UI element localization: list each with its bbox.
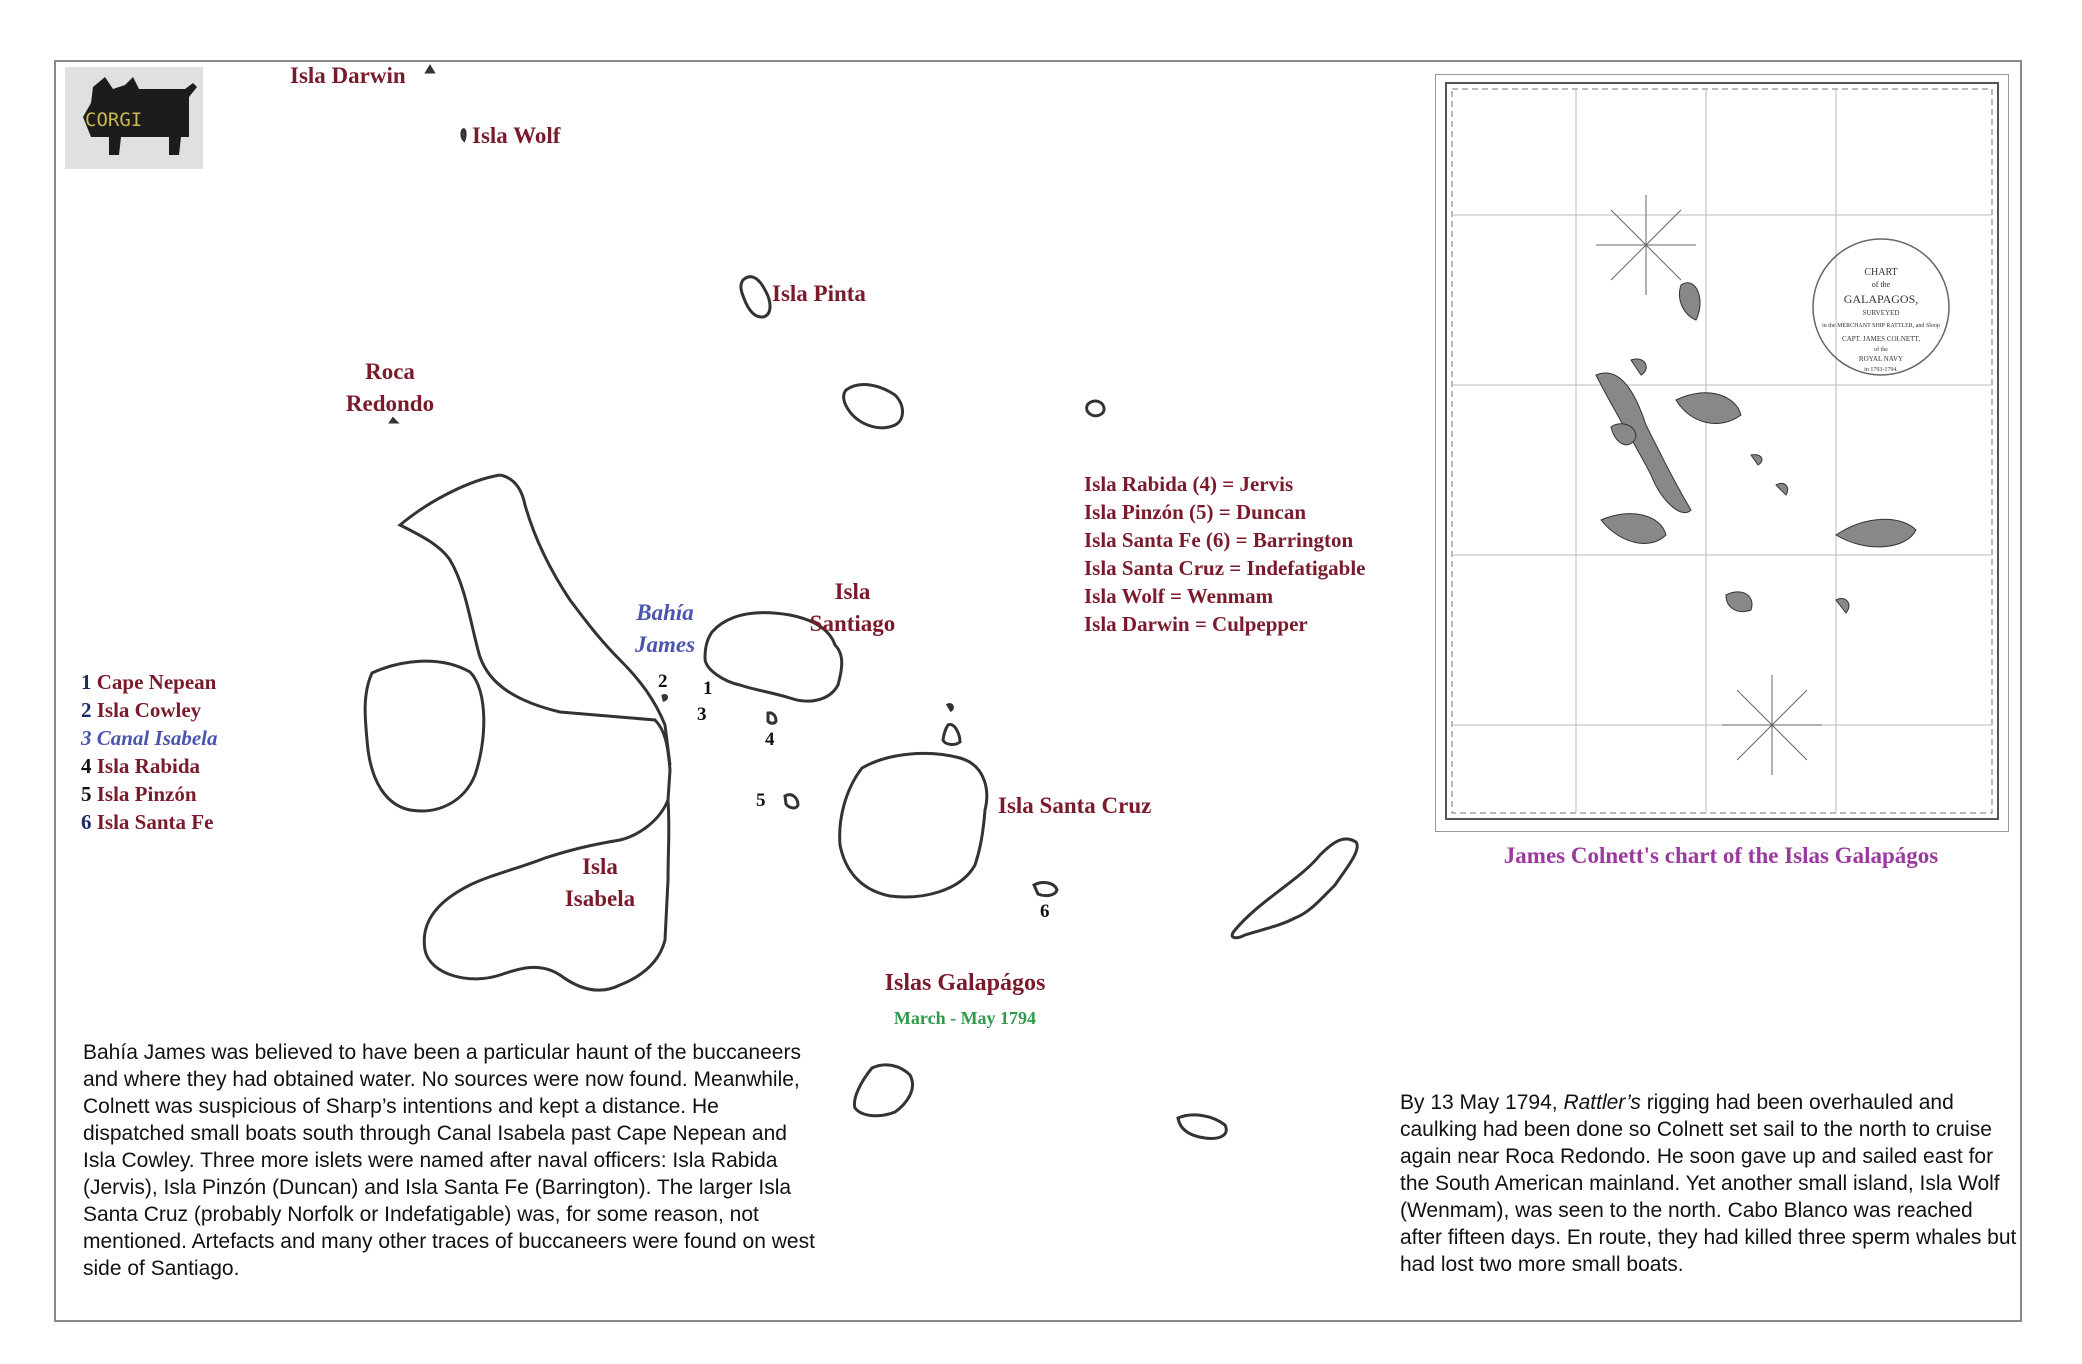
- name-equivalent: Isla Pinzón (5) = Duncan: [1084, 500, 1306, 524]
- label-isla-pinta: Isla Pinta: [772, 281, 866, 306]
- number-6: 6: [1040, 901, 1050, 922]
- rabida-outline: [768, 713, 776, 723]
- chart-heading-line: CAPT. JAMES COLNETT,: [1842, 335, 1920, 343]
- san-cristobal-outline: [1232, 839, 1357, 938]
- label-isla-wolf: Isla Wolf: [472, 123, 561, 148]
- chart-heading-line: GALAPAGOS,: [1843, 292, 1919, 306]
- chart-heading-line: CHART: [1864, 267, 1898, 278]
- number-5: 5: [756, 790, 766, 811]
- darwin-outline: [427, 67, 433, 72]
- label-isla-santiago: Isla Santiago: [809, 579, 896, 636]
- chart-engraving: [1436, 75, 2008, 831]
- legend-item: 3 Canal Isabela: [81, 726, 218, 750]
- narrative-paragraph-1: Bahía James was believed to have been a particular haunt of the buccaneers and where they had obtained water. No sources were now found. Meanwhile, Colnett was suspicious of Sharp’s intentions and kept a distance. He dispatched small boats south through Canal Isabela past Cape Nepean and Isla Cowley. Three more islets were named after naval officers: Isla Rabida (Jervis), Isla Pinzón (Duncan) and Isla Santa Fe (Barrington). The larger Isla Santa Cruz (probably Norfolk or Indefatigable) was, for some reason, not mentioned. Artefacts and many other traces of buccaneers were found on west side of Santiago.: [83, 1041, 815, 1280]
- pinzon-outline: [785, 795, 798, 808]
- santa-cruz-outline: [840, 753, 987, 897]
- genovesa-outline: [1087, 401, 1104, 416]
- legend-item: 5 Isla Pinzón: [81, 782, 197, 806]
- number-legend: [81, 668, 218, 836]
- name-equivalent: Isla Wolf = Wenmam: [1084, 584, 1274, 608]
- para2-ship-name: Rattler’s: [1563, 1091, 1641, 1114]
- logo-text: CORGI: [85, 109, 143, 131]
- name-equivalent: Isla Rabida (4) = Jervis: [1084, 472, 1294, 496]
- marchena-outline: [844, 385, 903, 428]
- floreana-outline: [854, 1065, 912, 1116]
- narrative-paragraph-2: [1400, 1089, 2020, 1278]
- number-1: 1: [703, 678, 713, 699]
- colnett-chart-inset: [1435, 74, 2009, 832]
- chart-heading-line: of the: [1874, 347, 1888, 353]
- number-4: 4: [765, 729, 775, 750]
- pinta-outline: [741, 277, 770, 317]
- name-equivalent: Isla Santa Fe (6) = Barrington: [1084, 528, 1354, 552]
- para2-text-rest: rigging had been overhauled and caulking had been done so Colnett set sail to the north to cruise again near Roca Redondo. He soon gave up and sailed east for the South American mainland. Yet another small island, Isla Wolf (Wenmam), was seen to the north. Cabo Blanco was reached after fifteen days. En route, they had killed three sperm whales but had lost two more small boats.: [1400, 1091, 2017, 1276]
- legend-item: 1 Cape Nepean: [81, 670, 217, 694]
- label-bahia-james: Bahía James: [634, 600, 696, 657]
- map-dates: March - May 1794: [893, 1008, 1037, 1028]
- cowley-outline: [663, 696, 667, 700]
- para2-text: By 13 May 1794,: [1400, 1091, 1564, 1114]
- map-title: Islas Galapágos: [884, 970, 1046, 996]
- chart-caption: James Colnett's chart of the Islas Galapágos: [1503, 843, 1939, 868]
- chart-heading-line: of the: [1871, 280, 1891, 289]
- name-equivalent: Isla Santa Cruz = Indefatigable: [1084, 556, 1366, 580]
- label-isla-santa-cruz: Isla Santa Cruz: [998, 793, 1152, 818]
- chart-heading-line: ROYAL NAVY: [1858, 355, 1904, 363]
- compass-rose-icon: [1596, 195, 1696, 295]
- chart-heading-line: in 1793-1794.: [1864, 367, 1898, 373]
- chart-heading-line: SURVEYED: [1862, 309, 1900, 317]
- daphne-outline: [943, 725, 960, 745]
- name-equivalents: [1084, 470, 1366, 638]
- santa-fe-outline: [1034, 883, 1057, 896]
- label-roca-redondo: Roca Redondo: [345, 359, 435, 416]
- number-3: 3: [697, 704, 707, 725]
- islet-a: [948, 705, 952, 710]
- compass-rose-icon-2: [1722, 675, 1822, 775]
- legend-item: 4 Isla Rabida: [81, 754, 201, 778]
- fernandina-outline: [365, 661, 484, 811]
- label-isla-isabela: Isla Isabela: [564, 854, 636, 911]
- legend-item: 2 Isla Cowley: [81, 698, 202, 722]
- name-equivalent: Isla Darwin = Culpepper: [1084, 612, 1308, 636]
- espanola-outline: [1178, 1115, 1226, 1139]
- number-2: 2: [658, 671, 668, 692]
- legend-item: 6 Isla Santa Fe: [81, 810, 214, 834]
- label-isla-darwin: Isla Darwin: [290, 63, 406, 88]
- corgi-logo: [65, 67, 203, 169]
- wolf-outline: [462, 130, 465, 140]
- chart-heading-line: in the MERCHANT SHIP RATTLER, and Sloop: [1822, 323, 1940, 329]
